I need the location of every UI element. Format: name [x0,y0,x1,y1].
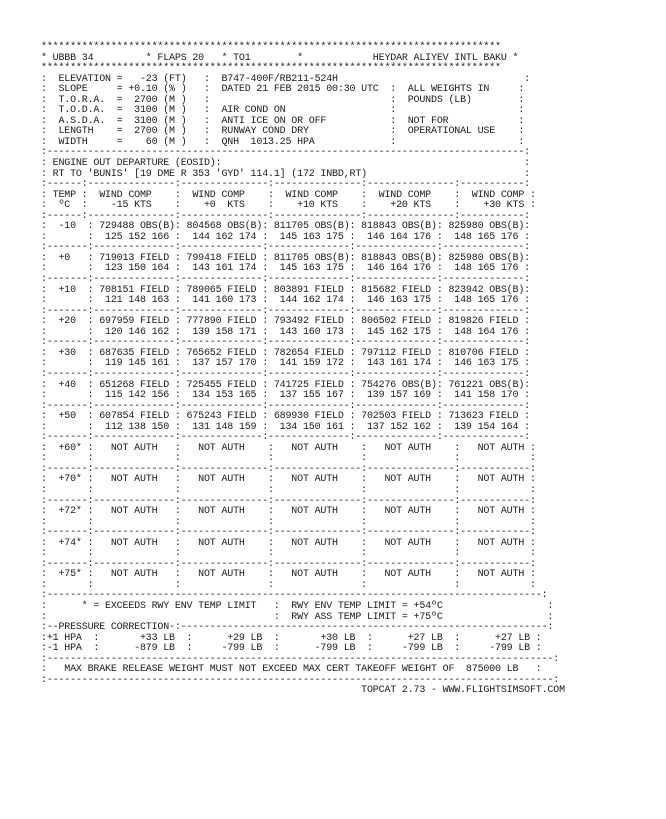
sheet-line: : : 121 148 163 : 141 160 173 : 144 162 174 : 146 163 175 : 148 165 176 : [41,295,530,307]
sheet-line: : A.S.D.A. = 3100 (M ) : ANTI ICE ON OR OFF : NOT FOR : [41,115,525,127]
sheet-line: :-1 HPA : -879 LB : -799 LB : -799 LB : -799 LB : -799 LB : [41,643,542,655]
sheet-line: ******************************************************************************* [41,63,501,75]
sheet-line: : SLOPE = +0.10 (% ) : DATED 21 FEB 2015 00:30 UTC : ALL WEIGHTS IN : [41,84,525,96]
sheet-line: : ºC : -15 KTS : +0 KTS : +10 KTS : +20 KTS : +30 KTS : [41,200,536,212]
sheet-line: :--PRESSURE CORRECTION-:---------------------------------------------------------------: [41,622,554,634]
sheet-line: : WIDTH = 60 (M ) : QNH 1013.25 HPA : : [41,136,525,148]
sheet-line: : ENGINE OUT DEPARTURE (EOSID): : [41,158,530,170]
sheet-line: : T.O.R.A. = 2700 (M ) : : POUNDS (LB) : [41,94,525,106]
sheet-line: : LENGTH = 2700 (M ) : RUNWAY COND DRY : OPERATIONAL USE : [41,126,525,138]
sheet-line: : +30 : 687635 FIELD : 765652 FIELD : 782654 FIELD : 797112 FIELD : 810706 FIELD : [41,347,530,359]
sheet-line: : TEMP : WIND COMP : WIND COMP : WIND COMP : WIND COMP : WIND COMP : [41,189,536,201]
sheet-line: : : : : : : : [41,484,536,496]
sheet-line: :-------:--------------:--------------:--------------:--------------:--------------: [41,368,530,380]
sheet-line: :-------:--------------:---------------:---------------:---------------:------------: [41,495,536,507]
sheet-line: : : 120 146 162 : 139 158 171 : 143 160 173 : 145 162 175 : 148 164 176 : [41,326,530,338]
sheet-line: :------:---------------:---------------:---------------:---------------:-----------: [41,179,530,191]
sheet-line: : +60* : NOT AUTH : NOT AUTH : NOT AUTH : NOT AUTH : NOT AUTH : [41,442,536,454]
sheet-line: :-------------------------------------------------------------------------------------: [41,590,548,602]
sheet-line: :-------:--------------:---------------:---------------:---------------:------------: [41,558,536,570]
sheet-line: TOPCAT 2.73 - WWW.FLIGHTSIMSOFT.COM [41,685,565,697]
sheet-line: : +0 : 719013 FIELD : 799418 FIELD : 811705 OBS(B): 818843 OBS(B): 825980 OBS(B): [41,252,530,264]
sheet-line: : : : : : : : [41,548,536,560]
sheet-line: : +20 : 697959 FIELD : 777890 FIELD : 793492 FIELD : 806502 FIELD : 819826 FIELD : [41,316,530,328]
sheet-line: : -10 : 729488 OBS(B): 804568 OBS(B): 811705 OBS(B): 818843 OBS(B): 825980 OBS(B): [41,221,530,233]
sheet-line: : ELEVATION = -23 (FT) : B747-400F/RB211-524H : [41,73,530,85]
sheet-line: : : RWY ASS TEMP LIMIT = +75ºC : [41,611,554,623]
sheet-line: : +70* : NOT AUTH : NOT AUTH : NOT AUTH : NOT AUTH : NOT AUTH : [41,474,536,486]
sheet-line: : : 112 138 150 : 131 148 159 : 134 150 161 : 137 152 162 : 139 154 164 : [41,421,530,433]
sheet-line: :-------:--------------:--------------:--------------:--------------:--------------: [41,432,530,444]
sheet-line: :-------:--------------:---------------:---------------:---------------:------------: [41,463,536,475]
sheet-line: : MAX BRAKE RELEASE WEIGHT MUST NOT EXCEED MAX CERT TAKEOFF WEIGHT OF 875000 LB : [41,664,542,676]
sheet-line: : : : : : : : [41,579,536,591]
sheet-line: : +40 : 651268 FIELD : 725455 FIELD : 741725 FIELD : 754276 OBS(B): 761221 OBS(B): [41,379,530,391]
sheet-line: : * = EXCEEDS RWY ENV TEMP LIMIT : RWY ENV TEMP LIMIT = +54ºC : [41,600,554,612]
sheet-line: * UBBB 34 * FLAPS 20 * TO1 * HEYDAR ALIYEV INTL BAKU * [41,52,519,64]
sheet-line: :---------------------------------------------------------------------------------------: [41,674,560,686]
sheet-line: : RT TO 'BUNIS' [19 DME R 353 'GYD' 114.1] (172 INBD,RT) : [41,168,530,180]
sheet-line: : : 123 150 164 : 143 161 174 : 145 163 175 : 146 164 176 : 148 165 176 : [41,263,530,275]
sheet-line: :-------:--------------:--------------:--------------:--------------:--------------: [41,400,530,412]
sheet-line: :----------------------------------------------------------------------------------: [41,147,530,159]
sheet-line: : : 115 142 156 : 134 153 165 : 137 155 167 : 139 157 169 : 141 158 170 : [41,390,530,402]
sheet-line: :-------:--------------:--------------:--------------:--------------:--------------: [41,242,530,254]
sheet-line: : +10 : 708151 FIELD : 789065 FIELD : 803891 FIELD : 815682 FIELD : 823942 OBS(B): [41,284,530,296]
sheet-line: :-------:--------------:--------------:--------------:--------------:--------------: [41,274,530,286]
sheet-line: :------:---------------:---------------:---------------:---------------:-----------: [41,210,530,222]
sheet-line: : : 125 152 166 : 144 162 174 : 145 163 175 : 146 164 176 : 148 165 176 : [41,231,530,243]
sheet-line: : +74* : NOT AUTH : NOT AUTH : NOT AUTH : NOT AUTH : NOT AUTH : [41,537,536,549]
sheet-line: :---------------------------------------------------------------------------------------: [41,653,560,665]
sheet-line: :-------:--------------:--------------:--------------:--------------:--------------: [41,305,530,317]
sheet-line: : : : : : : : [41,453,536,465]
sheet-line: ******************************************************************************* [41,42,501,53]
sheet-line: : T.O.D.A. = 3100 (M ) : AIR COND ON : : [41,105,525,117]
sheet-line: :-------:--------------:---------------:---------------:---------------:------------: [41,527,536,539]
sheet-line: : : 119 145 161 : 137 157 170 : 141 159 172 : 143 161 174 : 146 163 175 : [41,358,530,370]
sheet-line: : +75* : NOT AUTH : NOT AUTH : NOT AUTH : NOT AUTH : NOT AUTH : [41,569,536,581]
sheet-line: : +72* : NOT AUTH : NOT AUTH : NOT AUTH : NOT AUTH : NOT AUTH : [41,506,536,518]
sheet-line: : : : : : : : [41,516,536,528]
sheet-line: :+1 HPA : +33 LB : +29 LB : +30 LB : +27 LB : +27 LB : [41,632,542,644]
takeoff-performance-sheet [41,43,565,697]
sheet-line: : +50 : 607854 FIELD : 675243 FIELD : 689930 FIELD : 702503 FIELD : 713623 FIELD : [41,411,530,423]
sheet-line: :-------:--------------:--------------:--------------:--------------:--------------: [41,337,530,349]
